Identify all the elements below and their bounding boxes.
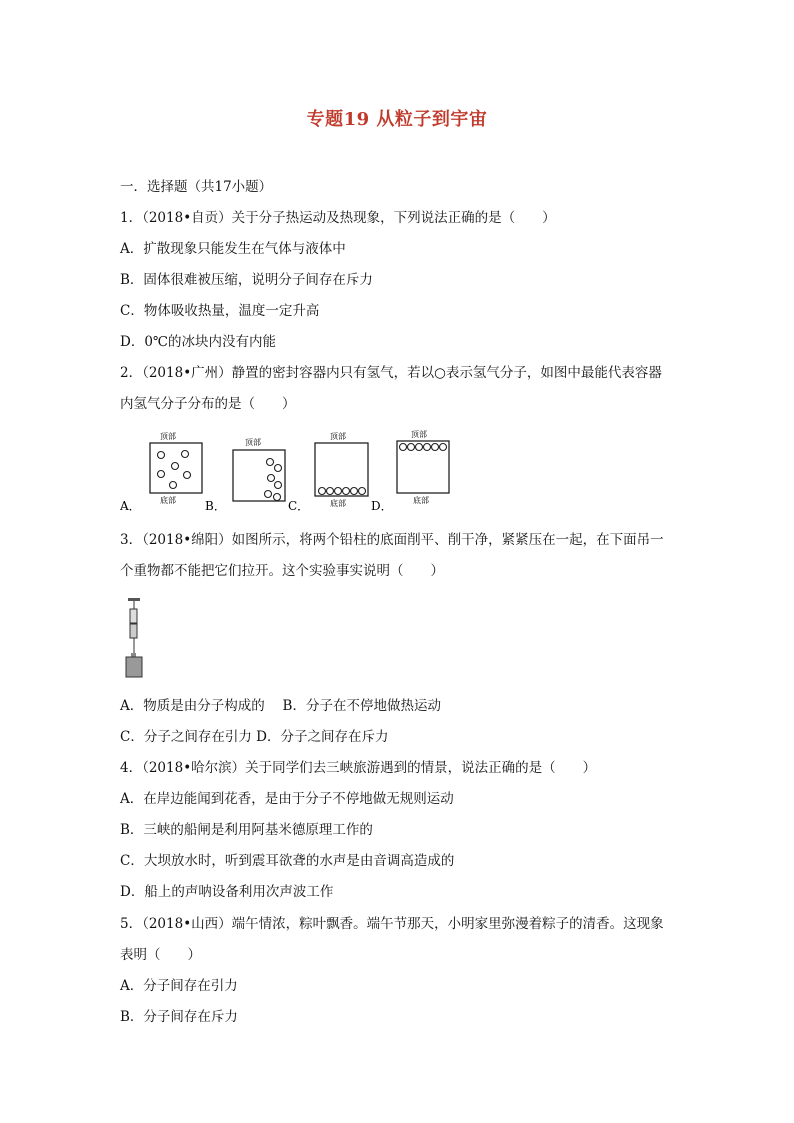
container-a-top-label: 顶部 bbox=[160, 432, 176, 441]
q5-stem-line2: 表明（ ） bbox=[120, 947, 201, 963]
molecule bbox=[274, 494, 281, 501]
q5-option-a: A．分子间存在引力 bbox=[120, 978, 238, 994]
option-d-label: D． bbox=[371, 499, 393, 513]
q2-stem-line2: 内氢气分子分布的是（ ） bbox=[120, 396, 296, 412]
container-d-top-label: 顶部 bbox=[411, 430, 427, 439]
section-heading: 一．选择题（共17小题） bbox=[120, 179, 273, 195]
container-d-bottom-label: 底部 bbox=[413, 496, 429, 505]
q4-option-d: D．船上的声呐设备利用次声波工作 bbox=[120, 884, 334, 900]
molecule bbox=[327, 488, 334, 495]
container-a-bottom-label: 底部 bbox=[160, 496, 176, 505]
q3-options-ab: A．物质是由分子构成的 B．分子在不停地做热运动 bbox=[120, 698, 441, 714]
container-d-diagram bbox=[371, 429, 449, 513]
molecule bbox=[265, 491, 272, 498]
molecule bbox=[172, 463, 179, 470]
q1-stem: 1．（2018•自贡）关于分子热运动及热现象，下列说法正确的是（ ） bbox=[120, 210, 556, 226]
q4-stem: 4．（2018•哈尔滨）关于同学们去三峡旅游遇到的情景，说法正确的是（ ） bbox=[120, 760, 597, 776]
molecule bbox=[440, 444, 447, 451]
q5-stem-line1: 5．（2018•山西）端午情浓，粽叶飘香。端午节那天，小明家里弥漫着粽子的清香。这现象 bbox=[120, 916, 664, 932]
molecule bbox=[359, 488, 366, 495]
q4-option-c: C．大坝放水时，听到震耳欲聋的水声是由音调高造成的 bbox=[120, 853, 455, 869]
molecule bbox=[424, 444, 431, 451]
molecule bbox=[268, 475, 275, 482]
molecule bbox=[158, 452, 165, 459]
molecule bbox=[416, 444, 423, 451]
q4-option-a: A．在岸边能闻到花香，是由于分子不停地做无规则运动 bbox=[120, 791, 454, 807]
molecule bbox=[335, 488, 342, 495]
molecule bbox=[267, 459, 274, 466]
container-c-bottom-label: 底部 bbox=[330, 499, 346, 508]
container-a-diagram bbox=[119, 431, 202, 513]
container-b-top-label: 顶部 bbox=[245, 438, 261, 447]
molecule bbox=[400, 444, 407, 451]
molecule bbox=[275, 465, 282, 472]
molecule bbox=[408, 444, 415, 451]
q2-stem-line1: 2．（2018•广州）静置的密封容器内只有氢气，若以○表示氢气分子，如图中最能代表容器 bbox=[120, 365, 662, 381]
option-c-label: C． bbox=[288, 499, 310, 513]
molecule bbox=[432, 444, 439, 451]
q2-container-diagrams bbox=[115, 428, 460, 514]
q1-option-b: B．固体很难被压缩，说明分子间存在斥力 bbox=[120, 272, 373, 288]
q3-stem-line1: 3．（2018•绵阳）如图所示，将两个铅柱的底面削平、削干净，紧紧压在一起，在下面吊一 bbox=[120, 532, 664, 548]
molecule bbox=[351, 488, 358, 495]
molecule bbox=[275, 482, 282, 489]
molecule bbox=[182, 451, 189, 458]
option-b-label: B． bbox=[205, 499, 226, 513]
option-a-label: A． bbox=[120, 499, 141, 513]
molecule bbox=[158, 471, 165, 478]
q3-options-cd: C．分子之间存在引力 D．分子之间存在斥力 bbox=[120, 729, 389, 745]
molecule bbox=[319, 488, 326, 495]
q4-option-b: B．三峡的船闸是利用阿基米德原理工作的 bbox=[120, 822, 373, 838]
molecule bbox=[184, 472, 191, 479]
q1-option-c: C．物体吸收热量，温度一定升高 bbox=[120, 303, 320, 319]
lead-cylinder-figure bbox=[120, 597, 150, 679]
container-b-diagram bbox=[205, 437, 285, 513]
molecule bbox=[170, 482, 177, 489]
q5-option-b: B．分子间存在斥力 bbox=[120, 1009, 238, 1025]
q1-option-a: A．扩散现象只能发生在气体与液体中 bbox=[120, 241, 346, 257]
container-c-top-label: 顶部 bbox=[330, 432, 346, 441]
page-title: 专题19 从粒子到宇宙 bbox=[306, 109, 488, 130]
q3-stem-line2: 个重物都不能把它们拉开。这个实验事实说明（ ） bbox=[120, 563, 444, 579]
molecule bbox=[343, 488, 350, 495]
q1-option-d: D．0℃的冰块内没有内能 bbox=[120, 334, 277, 350]
container-c-diagram bbox=[288, 431, 368, 513]
